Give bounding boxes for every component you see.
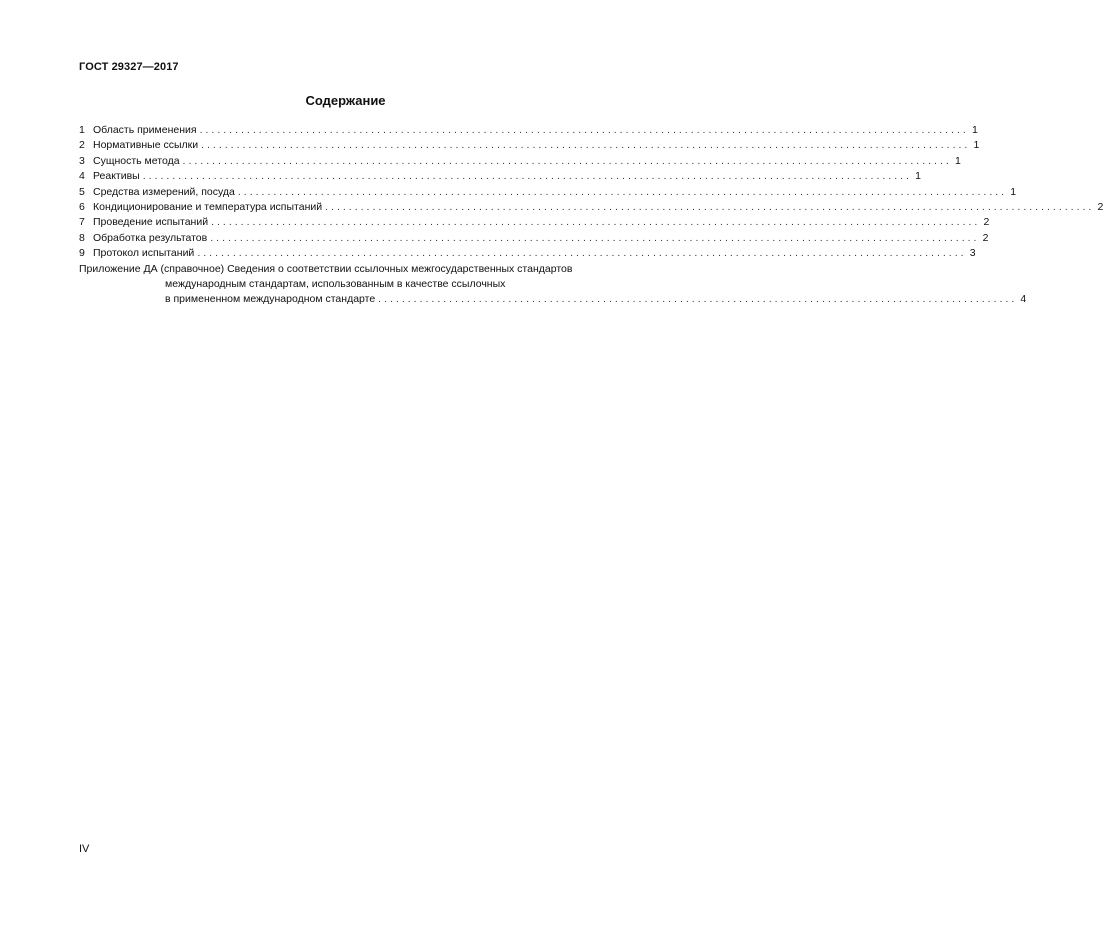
toc-item-page: 3 bbox=[969, 247, 976, 260]
toc-item-label: Средства измерений, посуда bbox=[93, 185, 235, 198]
toc-item[interactable] bbox=[79, 215, 990, 230]
toc-item[interactable] bbox=[79, 169, 921, 184]
toc-leader-dots: .................................................................................................................................. bbox=[201, 139, 971, 152]
toc-appendix-line-2[interactable]: международным стандартам, использованным в качестве ссылочных bbox=[165, 277, 506, 290]
toc-title: Содержание bbox=[305, 93, 386, 108]
toc-appendix-page: 4 bbox=[1020, 293, 1027, 306]
toc-item-number: 3 bbox=[79, 154, 85, 167]
toc-leader-dots: .................................................................................................................................. bbox=[325, 200, 1095, 213]
toc-leader-dots: .................................................................................................................................. bbox=[199, 124, 969, 136]
toc-item[interactable] bbox=[79, 154, 961, 169]
toc-leader-dots: .................................................................................................................................. bbox=[182, 154, 952, 167]
toc-item[interactable] bbox=[79, 185, 1017, 200]
toc-item-label: Область применения bbox=[93, 124, 197, 136]
toc-item[interactable] bbox=[79, 231, 989, 246]
toc-item-label: Реактивы bbox=[93, 170, 140, 183]
toc-item-page: 1 bbox=[915, 170, 921, 183]
toc-item-page: 2 bbox=[983, 216, 990, 229]
toc-leader-dots: .................................................................................................................................. bbox=[142, 170, 912, 183]
toc-leader-dots: .................................................................................................................................. bbox=[197, 247, 967, 260]
toc-item[interactable] bbox=[79, 138, 980, 153]
toc-item-number: 9 bbox=[79, 247, 85, 260]
toc-item-label: Проведение испытаний bbox=[93, 216, 209, 229]
toc-item[interactable] bbox=[79, 123, 978, 138]
toc-item-page: 1 bbox=[973, 139, 980, 152]
toc-item-page: 2 bbox=[1097, 200, 1103, 213]
toc-item-number: 4 bbox=[79, 170, 85, 183]
table-of-contents bbox=[79, 123, 1103, 308]
toc-item-label: Нормативные ссылки bbox=[93, 139, 199, 152]
toc-appendix-line-3[interactable] bbox=[79, 292, 1027, 307]
toc-leader-dots: ............................................................................................................ bbox=[378, 293, 1018, 306]
toc-leader-dots: .................................................................................................................................. bbox=[211, 216, 981, 229]
standard-code-header: ГОСТ 29327—2017 bbox=[79, 61, 179, 73]
toc-item[interactable] bbox=[79, 200, 1103, 215]
toc-leader-dots: .................................................................................................................................. bbox=[237, 185, 1008, 198]
toc-item-page: 1 bbox=[1010, 185, 1017, 198]
toc-appendix-label: в примененном международном стандарте bbox=[165, 293, 376, 306]
toc-item-number: 6 bbox=[79, 200, 85, 213]
toc-item-label: Обработка результатов bbox=[93, 231, 208, 244]
toc-items-list bbox=[79, 123, 1103, 262]
toc-item-number: 8 bbox=[79, 231, 85, 244]
toc-item-label: Сущность метода bbox=[93, 154, 180, 167]
toc-item-page: 1 bbox=[971, 124, 978, 136]
toc-item[interactable] bbox=[79, 246, 976, 261]
toc-item-label: Протокол испытаний bbox=[93, 247, 195, 260]
page-number: IV bbox=[79, 843, 90, 855]
toc-appendix-line-1[interactable]: Приложение ДА (справочное) Сведения о соответствии ссылочных межгосударственных стандартов bbox=[79, 262, 573, 275]
toc-item-number: 7 bbox=[79, 216, 85, 229]
toc-leader-dots: .................................................................................................................................. bbox=[210, 231, 980, 244]
toc-item-label: Кондиционирование и температура испытаний bbox=[93, 200, 323, 213]
toc-item-page: 2 bbox=[982, 231, 989, 244]
toc-item-number: 5 bbox=[79, 185, 85, 198]
toc-item-page: 1 bbox=[954, 154, 961, 167]
toc-item-number: 2 bbox=[79, 139, 85, 152]
toc-item-number: 1 bbox=[79, 124, 85, 136]
